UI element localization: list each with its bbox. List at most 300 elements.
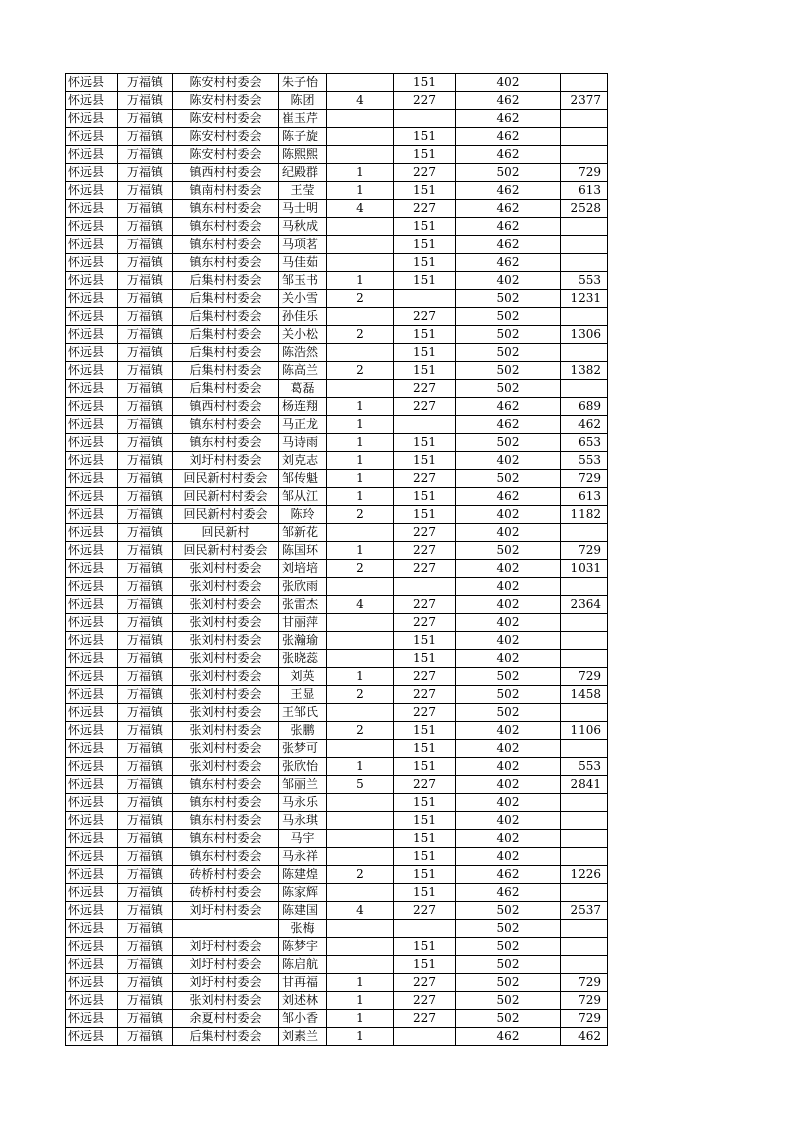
amount-b-cell: 502 bbox=[456, 920, 561, 938]
amount-b-cell: 462 bbox=[456, 218, 561, 236]
table-row bbox=[66, 704, 608, 722]
town-cell: 万福镇 bbox=[118, 1028, 173, 1046]
town-cell: 万福镇 bbox=[118, 290, 173, 308]
village-committee-cell: 镇东村村委会 bbox=[173, 830, 279, 848]
town-cell: 万福镇 bbox=[118, 686, 173, 704]
county-cell: 怀远县 bbox=[66, 128, 118, 146]
amount-b-cell: 502 bbox=[456, 992, 561, 1010]
amount-a-cell: 227 bbox=[394, 992, 456, 1010]
village-committee-cell: 镇南村村委会 bbox=[173, 182, 279, 200]
amount-b-cell: 462 bbox=[456, 110, 561, 128]
count-cell: 1 bbox=[327, 398, 394, 416]
table-row bbox=[66, 560, 608, 578]
name-cell: 张雷杰 bbox=[279, 596, 327, 614]
village-committee-cell: 镇西村村委会 bbox=[173, 164, 279, 182]
village-committee-cell: 陈安村村委会 bbox=[173, 110, 279, 128]
count-cell: 1 bbox=[327, 434, 394, 452]
county-cell: 怀远县 bbox=[66, 632, 118, 650]
county-cell: 怀远县 bbox=[66, 218, 118, 236]
amount-a-cell: 151 bbox=[394, 128, 456, 146]
village-committee-cell: 镇东村村委会 bbox=[173, 434, 279, 452]
total-cell bbox=[561, 812, 608, 830]
total-cell: 1182 bbox=[561, 506, 608, 524]
total-cell: 729 bbox=[561, 542, 608, 560]
village-committee-cell: 后集村村委会 bbox=[173, 344, 279, 362]
amount-a-cell: 151 bbox=[394, 884, 456, 902]
table-row bbox=[66, 146, 608, 164]
name-cell: 马项茗 bbox=[279, 236, 327, 254]
amount-b-cell: 402 bbox=[456, 632, 561, 650]
county-cell: 怀远县 bbox=[66, 362, 118, 380]
table-row bbox=[66, 830, 608, 848]
town-cell: 万福镇 bbox=[118, 812, 173, 830]
total-cell: 2841 bbox=[561, 776, 608, 794]
count-cell bbox=[327, 578, 394, 596]
village-committee-cell: 回民新村村委会 bbox=[173, 470, 279, 488]
total-cell: 462 bbox=[561, 1028, 608, 1046]
town-cell: 万福镇 bbox=[118, 326, 173, 344]
total-cell: 613 bbox=[561, 182, 608, 200]
town-cell: 万福镇 bbox=[118, 920, 173, 938]
count-cell bbox=[327, 884, 394, 902]
town-cell: 万福镇 bbox=[118, 938, 173, 956]
village-committee-cell: 张刘村村委会 bbox=[173, 668, 279, 686]
amount-b-cell: 502 bbox=[456, 668, 561, 686]
county-cell: 怀远县 bbox=[66, 272, 118, 290]
amount-a-cell: 227 bbox=[394, 560, 456, 578]
total-cell bbox=[561, 830, 608, 848]
town-cell: 万福镇 bbox=[118, 956, 173, 974]
name-cell: 陈玲 bbox=[279, 506, 327, 524]
total-cell: 729 bbox=[561, 164, 608, 182]
table-row bbox=[66, 848, 608, 866]
amount-a-cell: 151 bbox=[394, 236, 456, 254]
amount-a-cell bbox=[394, 578, 456, 596]
total-cell: 553 bbox=[561, 452, 608, 470]
total-cell: 2528 bbox=[561, 200, 608, 218]
county-cell: 怀远县 bbox=[66, 74, 118, 92]
table-row bbox=[66, 506, 608, 524]
name-cell: 刘素兰 bbox=[279, 1028, 327, 1046]
count-cell bbox=[327, 920, 394, 938]
table-row bbox=[66, 668, 608, 686]
amount-b-cell: 462 bbox=[456, 146, 561, 164]
county-cell: 怀远县 bbox=[66, 182, 118, 200]
total-cell bbox=[561, 704, 608, 722]
name-cell: 刘克志 bbox=[279, 452, 327, 470]
county-cell: 怀远县 bbox=[66, 596, 118, 614]
amount-a-cell: 227 bbox=[394, 686, 456, 704]
village-committee-cell: 回民新村 bbox=[173, 524, 279, 542]
amount-b-cell: 462 bbox=[456, 1028, 561, 1046]
count-cell: 1 bbox=[327, 416, 394, 434]
village-committee-cell: 后集村村委会 bbox=[173, 1028, 279, 1046]
total-cell bbox=[561, 920, 608, 938]
amount-b-cell: 502 bbox=[456, 542, 561, 560]
name-cell: 崔玉芹 bbox=[279, 110, 327, 128]
name-cell: 陈国环 bbox=[279, 542, 327, 560]
town-cell: 万福镇 bbox=[118, 128, 173, 146]
amount-a-cell: 227 bbox=[394, 308, 456, 326]
amount-a-cell: 227 bbox=[394, 470, 456, 488]
table-row bbox=[66, 902, 608, 920]
town-cell: 万福镇 bbox=[118, 560, 173, 578]
county-cell: 怀远县 bbox=[66, 398, 118, 416]
amount-b-cell: 402 bbox=[456, 740, 561, 758]
village-committee-cell: 陈安村村委会 bbox=[173, 146, 279, 164]
county-cell: 怀远县 bbox=[66, 308, 118, 326]
town-cell: 万福镇 bbox=[118, 308, 173, 326]
count-cell bbox=[327, 956, 394, 974]
total-cell bbox=[561, 254, 608, 272]
total-cell: 553 bbox=[561, 272, 608, 290]
table-row bbox=[66, 308, 608, 326]
amount-b-cell: 462 bbox=[456, 128, 561, 146]
town-cell: 万福镇 bbox=[118, 884, 173, 902]
county-cell: 怀远县 bbox=[66, 884, 118, 902]
count-cell: 1 bbox=[327, 164, 394, 182]
count-cell bbox=[327, 254, 394, 272]
county-cell: 怀远县 bbox=[66, 830, 118, 848]
village-committee-cell: 张刘村村委会 bbox=[173, 578, 279, 596]
table-row bbox=[66, 326, 608, 344]
count-cell bbox=[327, 704, 394, 722]
table-row bbox=[66, 524, 608, 542]
count-cell bbox=[327, 848, 394, 866]
total-cell: 729 bbox=[561, 974, 608, 992]
table-row bbox=[66, 434, 608, 452]
total-cell bbox=[561, 614, 608, 632]
amount-b-cell: 402 bbox=[456, 578, 561, 596]
county-cell: 怀远县 bbox=[66, 110, 118, 128]
county-cell: 怀远县 bbox=[66, 254, 118, 272]
amount-a-cell: 227 bbox=[394, 704, 456, 722]
county-cell: 怀远县 bbox=[66, 866, 118, 884]
amount-a-cell: 151 bbox=[394, 848, 456, 866]
village-committee-cell: 镇东村村委会 bbox=[173, 794, 279, 812]
amount-a-cell: 227 bbox=[394, 902, 456, 920]
village-committee-cell: 回民新村村委会 bbox=[173, 488, 279, 506]
amount-b-cell: 402 bbox=[456, 74, 561, 92]
count-cell: 1 bbox=[327, 758, 394, 776]
amount-b-cell: 462 bbox=[456, 866, 561, 884]
amount-b-cell: 462 bbox=[456, 200, 561, 218]
table-row bbox=[66, 1010, 608, 1028]
amount-b-cell: 502 bbox=[456, 434, 561, 452]
total-cell bbox=[561, 938, 608, 956]
total-cell bbox=[561, 740, 608, 758]
village-committee-cell: 刘圩村村委会 bbox=[173, 956, 279, 974]
name-cell: 王邹氏 bbox=[279, 704, 327, 722]
total-cell bbox=[561, 848, 608, 866]
amount-b-cell: 462 bbox=[456, 236, 561, 254]
table-row bbox=[66, 92, 608, 110]
village-committee-cell: 刘圩村村委会 bbox=[173, 452, 279, 470]
amount-a-cell: 151 bbox=[394, 740, 456, 758]
table-row bbox=[66, 488, 608, 506]
name-cell: 马宇 bbox=[279, 830, 327, 848]
count-cell: 1 bbox=[327, 992, 394, 1010]
county-cell: 怀远县 bbox=[66, 722, 118, 740]
count-cell bbox=[327, 218, 394, 236]
town-cell: 万福镇 bbox=[118, 110, 173, 128]
county-cell: 怀远县 bbox=[66, 200, 118, 218]
county-cell: 怀远县 bbox=[66, 650, 118, 668]
total-cell: 553 bbox=[561, 758, 608, 776]
town-cell: 万福镇 bbox=[118, 74, 173, 92]
town-cell: 万福镇 bbox=[118, 614, 173, 632]
amount-a-cell: 227 bbox=[394, 524, 456, 542]
table-row bbox=[66, 938, 608, 956]
name-cell: 邹新花 bbox=[279, 524, 327, 542]
table-row bbox=[66, 272, 608, 290]
village-committee-cell: 后集村村委会 bbox=[173, 272, 279, 290]
total-cell bbox=[561, 218, 608, 236]
town-cell: 万福镇 bbox=[118, 344, 173, 362]
town-cell: 万福镇 bbox=[118, 866, 173, 884]
village-committee-cell: 陈安村村委会 bbox=[173, 128, 279, 146]
amount-b-cell: 402 bbox=[456, 596, 561, 614]
town-cell: 万福镇 bbox=[118, 794, 173, 812]
amount-a-cell: 151 bbox=[394, 830, 456, 848]
amount-a-cell: 151 bbox=[394, 434, 456, 452]
data-table bbox=[65, 73, 608, 1046]
village-committee-cell: 镇东村村委会 bbox=[173, 200, 279, 218]
name-cell: 马佳茹 bbox=[279, 254, 327, 272]
count-cell bbox=[327, 308, 394, 326]
amount-b-cell: 502 bbox=[456, 362, 561, 380]
amount-a-cell: 227 bbox=[394, 596, 456, 614]
count-cell: 1 bbox=[327, 668, 394, 686]
count-cell bbox=[327, 830, 394, 848]
count-cell: 5 bbox=[327, 776, 394, 794]
village-committee-cell: 后集村村委会 bbox=[173, 326, 279, 344]
amount-b-cell: 502 bbox=[456, 704, 561, 722]
village-committee-cell: 镇东村村委会 bbox=[173, 416, 279, 434]
table-row bbox=[66, 254, 608, 272]
amount-a-cell: 151 bbox=[394, 758, 456, 776]
count-cell bbox=[327, 146, 394, 164]
total-cell bbox=[561, 128, 608, 146]
county-cell: 怀远县 bbox=[66, 542, 118, 560]
table-row bbox=[66, 992, 608, 1010]
table-row bbox=[66, 686, 608, 704]
county-cell: 怀远县 bbox=[66, 146, 118, 164]
count-cell bbox=[327, 344, 394, 362]
total-cell: 1231 bbox=[561, 290, 608, 308]
amount-b-cell: 502 bbox=[456, 380, 561, 398]
table-body bbox=[66, 74, 608, 1046]
county-cell: 怀远县 bbox=[66, 668, 118, 686]
name-cell: 邹从江 bbox=[279, 488, 327, 506]
amount-a-cell: 151 bbox=[394, 344, 456, 362]
amount-a-cell: 151 bbox=[394, 506, 456, 524]
county-cell: 怀远县 bbox=[66, 974, 118, 992]
table-row bbox=[66, 542, 608, 560]
name-cell: 张欣雨 bbox=[279, 578, 327, 596]
amount-b-cell: 502 bbox=[456, 956, 561, 974]
amount-b-cell: 502 bbox=[456, 686, 561, 704]
amount-b-cell: 402 bbox=[456, 776, 561, 794]
village-committee-cell: 张刘村村委会 bbox=[173, 704, 279, 722]
county-cell: 怀远县 bbox=[66, 938, 118, 956]
amount-b-cell: 502 bbox=[456, 308, 561, 326]
table-row bbox=[66, 632, 608, 650]
town-cell: 万福镇 bbox=[118, 578, 173, 596]
count-cell: 2 bbox=[327, 326, 394, 344]
amount-b-cell: 462 bbox=[456, 416, 561, 434]
table-row bbox=[66, 812, 608, 830]
village-committee-cell: 张刘村村委会 bbox=[173, 614, 279, 632]
amount-a-cell: 151 bbox=[394, 272, 456, 290]
name-cell: 孙佳乐 bbox=[279, 308, 327, 326]
county-cell: 怀远县 bbox=[66, 614, 118, 632]
amount-b-cell: 462 bbox=[456, 92, 561, 110]
total-cell: 653 bbox=[561, 434, 608, 452]
town-cell: 万福镇 bbox=[118, 992, 173, 1010]
count-cell bbox=[327, 632, 394, 650]
county-cell: 怀远县 bbox=[66, 794, 118, 812]
county-cell: 怀远县 bbox=[66, 434, 118, 452]
name-cell: 陈浩然 bbox=[279, 344, 327, 362]
table-row bbox=[66, 398, 608, 416]
table-row bbox=[66, 866, 608, 884]
county-cell: 怀远县 bbox=[66, 506, 118, 524]
count-cell bbox=[327, 128, 394, 146]
amount-a-cell: 151 bbox=[394, 146, 456, 164]
amount-b-cell: 502 bbox=[456, 1010, 561, 1028]
town-cell: 万福镇 bbox=[118, 146, 173, 164]
name-cell: 关小雪 bbox=[279, 290, 327, 308]
name-cell: 陈梦宇 bbox=[279, 938, 327, 956]
town-cell: 万福镇 bbox=[118, 758, 173, 776]
village-committee-cell: 陈安村村委会 bbox=[173, 74, 279, 92]
total-cell bbox=[561, 236, 608, 254]
total-cell: 729 bbox=[561, 470, 608, 488]
town-cell: 万福镇 bbox=[118, 848, 173, 866]
total-cell bbox=[561, 146, 608, 164]
village-committee-cell: 张刘村村委会 bbox=[173, 740, 279, 758]
name-cell: 马秋成 bbox=[279, 218, 327, 236]
village-committee-cell: 张刘村村委会 bbox=[173, 632, 279, 650]
total-cell: 462 bbox=[561, 416, 608, 434]
amount-a-cell: 227 bbox=[394, 380, 456, 398]
total-cell bbox=[561, 632, 608, 650]
town-cell: 万福镇 bbox=[118, 1010, 173, 1028]
name-cell: 刘英 bbox=[279, 668, 327, 686]
village-committee-cell: 回民新村村委会 bbox=[173, 542, 279, 560]
name-cell: 甘再福 bbox=[279, 974, 327, 992]
village-committee-cell: 镇西村村委会 bbox=[173, 398, 279, 416]
amount-a-cell: 227 bbox=[394, 200, 456, 218]
name-cell: 马永乐 bbox=[279, 794, 327, 812]
name-cell: 王显 bbox=[279, 686, 327, 704]
count-cell bbox=[327, 524, 394, 542]
village-committee-cell: 镇东村村委会 bbox=[173, 236, 279, 254]
amount-b-cell: 502 bbox=[456, 164, 561, 182]
county-cell: 怀远县 bbox=[66, 704, 118, 722]
amount-b-cell: 462 bbox=[456, 884, 561, 902]
town-cell: 万福镇 bbox=[118, 416, 173, 434]
total-cell: 729 bbox=[561, 992, 608, 1010]
total-cell: 2364 bbox=[561, 596, 608, 614]
name-cell: 张梦可 bbox=[279, 740, 327, 758]
count-cell: 2 bbox=[327, 362, 394, 380]
amount-a-cell: 227 bbox=[394, 398, 456, 416]
amount-a-cell: 151 bbox=[394, 650, 456, 668]
amount-a-cell: 151 bbox=[394, 218, 456, 236]
town-cell: 万福镇 bbox=[118, 722, 173, 740]
amount-b-cell: 402 bbox=[456, 722, 561, 740]
count-cell: 1 bbox=[327, 452, 394, 470]
name-cell: 邹传魁 bbox=[279, 470, 327, 488]
count-cell: 1 bbox=[327, 1028, 394, 1046]
amount-a-cell: 151 bbox=[394, 794, 456, 812]
name-cell: 张鹏 bbox=[279, 722, 327, 740]
count-cell: 4 bbox=[327, 92, 394, 110]
table-row bbox=[66, 74, 608, 92]
village-committee-cell: 张刘村村委会 bbox=[173, 650, 279, 668]
county-cell: 怀远县 bbox=[66, 560, 118, 578]
county-cell: 怀远县 bbox=[66, 956, 118, 974]
town-cell: 万福镇 bbox=[118, 830, 173, 848]
town-cell: 万福镇 bbox=[118, 398, 173, 416]
county-cell: 怀远县 bbox=[66, 326, 118, 344]
total-cell bbox=[561, 884, 608, 902]
county-cell: 怀远县 bbox=[66, 470, 118, 488]
village-committee-cell: 张刘村村委会 bbox=[173, 722, 279, 740]
amount-a-cell: 227 bbox=[394, 776, 456, 794]
total-cell bbox=[561, 308, 608, 326]
amount-a-cell bbox=[394, 920, 456, 938]
amount-b-cell: 502 bbox=[456, 326, 561, 344]
town-cell: 万福镇 bbox=[118, 974, 173, 992]
amount-a-cell: 151 bbox=[394, 956, 456, 974]
amount-b-cell: 402 bbox=[456, 506, 561, 524]
table-row bbox=[66, 128, 608, 146]
table-row bbox=[66, 956, 608, 974]
total-cell bbox=[561, 74, 608, 92]
town-cell: 万福镇 bbox=[118, 380, 173, 398]
county-cell: 怀远县 bbox=[66, 380, 118, 398]
amount-a-cell: 227 bbox=[394, 1010, 456, 1028]
town-cell: 万福镇 bbox=[118, 272, 173, 290]
table-row bbox=[66, 110, 608, 128]
total-cell: 613 bbox=[561, 488, 608, 506]
village-committee-cell: 陈安村村委会 bbox=[173, 92, 279, 110]
table-row bbox=[66, 776, 608, 794]
amount-b-cell: 462 bbox=[456, 182, 561, 200]
total-cell: 1382 bbox=[561, 362, 608, 380]
amount-a-cell: 227 bbox=[394, 542, 456, 560]
count-cell: 2 bbox=[327, 290, 394, 308]
amount-a-cell: 151 bbox=[394, 632, 456, 650]
amount-b-cell: 402 bbox=[456, 848, 561, 866]
amount-b-cell: 402 bbox=[456, 758, 561, 776]
amount-b-cell: 402 bbox=[456, 614, 561, 632]
total-cell bbox=[561, 650, 608, 668]
town-cell: 万福镇 bbox=[118, 632, 173, 650]
town-cell: 万福镇 bbox=[118, 524, 173, 542]
count-cell bbox=[327, 650, 394, 668]
total-cell: 729 bbox=[561, 668, 608, 686]
table-row bbox=[66, 200, 608, 218]
count-cell bbox=[327, 74, 394, 92]
village-committee-cell: 张刘村村委会 bbox=[173, 686, 279, 704]
village-committee-cell: 张刘村村委会 bbox=[173, 596, 279, 614]
name-cell: 刘述林 bbox=[279, 992, 327, 1010]
count-cell: 2 bbox=[327, 686, 394, 704]
